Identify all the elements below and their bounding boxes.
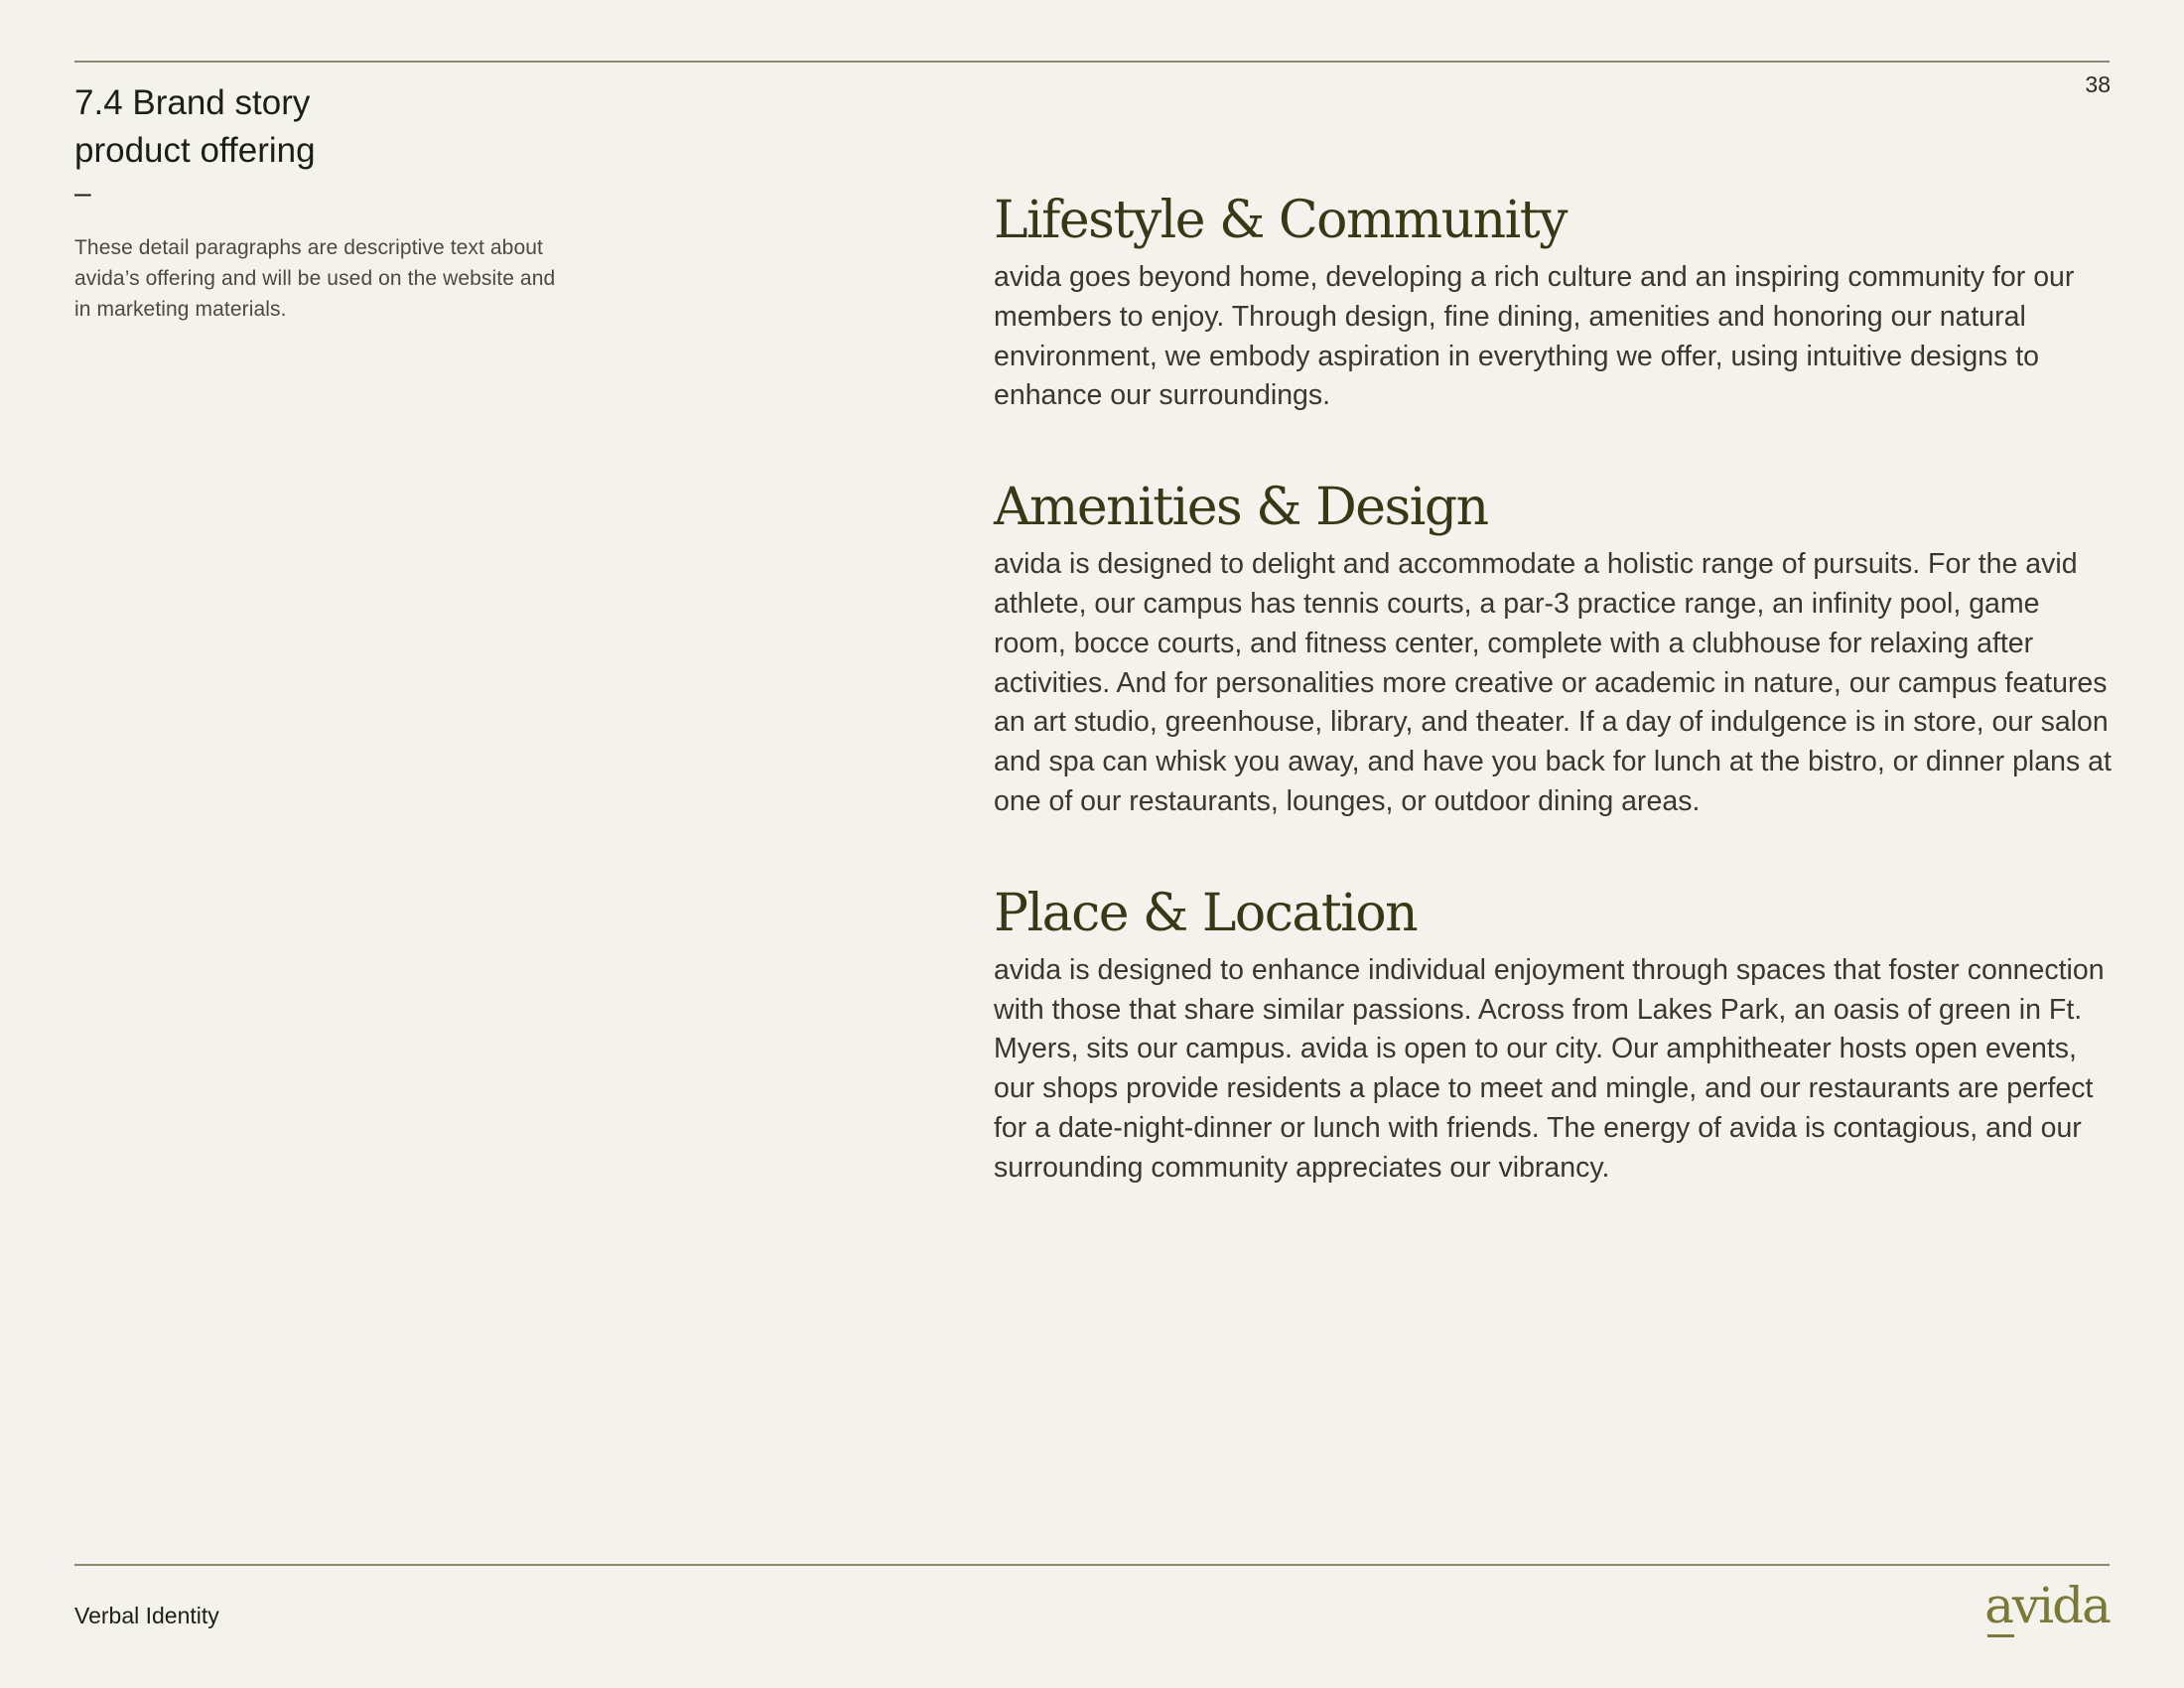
section-title-line-2: product offering	[74, 131, 316, 170]
section-title	[74, 79, 316, 209]
top-divider	[74, 61, 2110, 63]
amenities-design-body: avida is designed to delight and accommodate a holistic range of pursuits. For the avid athlete, our campus has tennis courts, a par-3 practice range, an infinity pool, game room, bocce courts, and fitness center, complete with a clubhouse for relaxing after activities. And for personalities more creative or academic in nature, our campus features an art studio, greenhouse, library, and theater. If a day of indulgence is in store, our salon and spa can whisk you away, and have you back for lunch at the bistro, or dinner plans at one of our restaurants, lounges, or outdoor dining areas.	[994, 548, 2112, 817]
lifestyle-community-section	[994, 185, 2116, 416]
place-location-body: avida is designed to enhance individual enjoyment through spaces that foster connection with those that share similar passions. Across from Lakes Park, an oasis of green in Ft. Myers, sits our campus. avida is open to our city. Our amphitheater hosts open events, our shops provide residents a place to meet and mingle, and our restaurants are perfect for a date-night-dinner or lunch with friends. The energy of avida is contagious, and our surrounding community appreciates our vibrancy.	[994, 953, 2105, 1184]
intro-description: These detail paragraphs are descriptive text about avida’s offering and will be used on the website and in marketing materials.	[74, 236, 556, 321]
amenities-design-section	[994, 472, 2116, 822]
logo-wordmark: avida	[1984, 1577, 2110, 1634]
avida-logo	[1984, 1579, 2110, 1632]
place-location-section	[994, 878, 2116, 1189]
section-title-line-1: 7.4 Brand story	[74, 83, 311, 122]
footer-label: Verbal Identity	[74, 1603, 219, 1628]
amenities-design-heading: Amenities & Design	[994, 478, 1488, 538]
main-content	[994, 185, 2116, 1189]
bottom-divider	[74, 1564, 2110, 1566]
lifestyle-community-heading: Lifestyle & Community	[994, 191, 1567, 250]
section-title-dash: –	[74, 177, 91, 210]
logo-underline	[1987, 1634, 2014, 1637]
place-location-heading: Place & Location	[994, 883, 1418, 943]
page-number: 38	[2085, 71, 2111, 97]
lifestyle-community-body: avida goes beyond home, developing a rich culture and an inspiring community for our members to enjoy. Through design, fine dining, amenities and honoring our natural environment, we embody aspiration in everything we offer, using intuitive designs to enhance our surroundings.	[994, 261, 2075, 412]
